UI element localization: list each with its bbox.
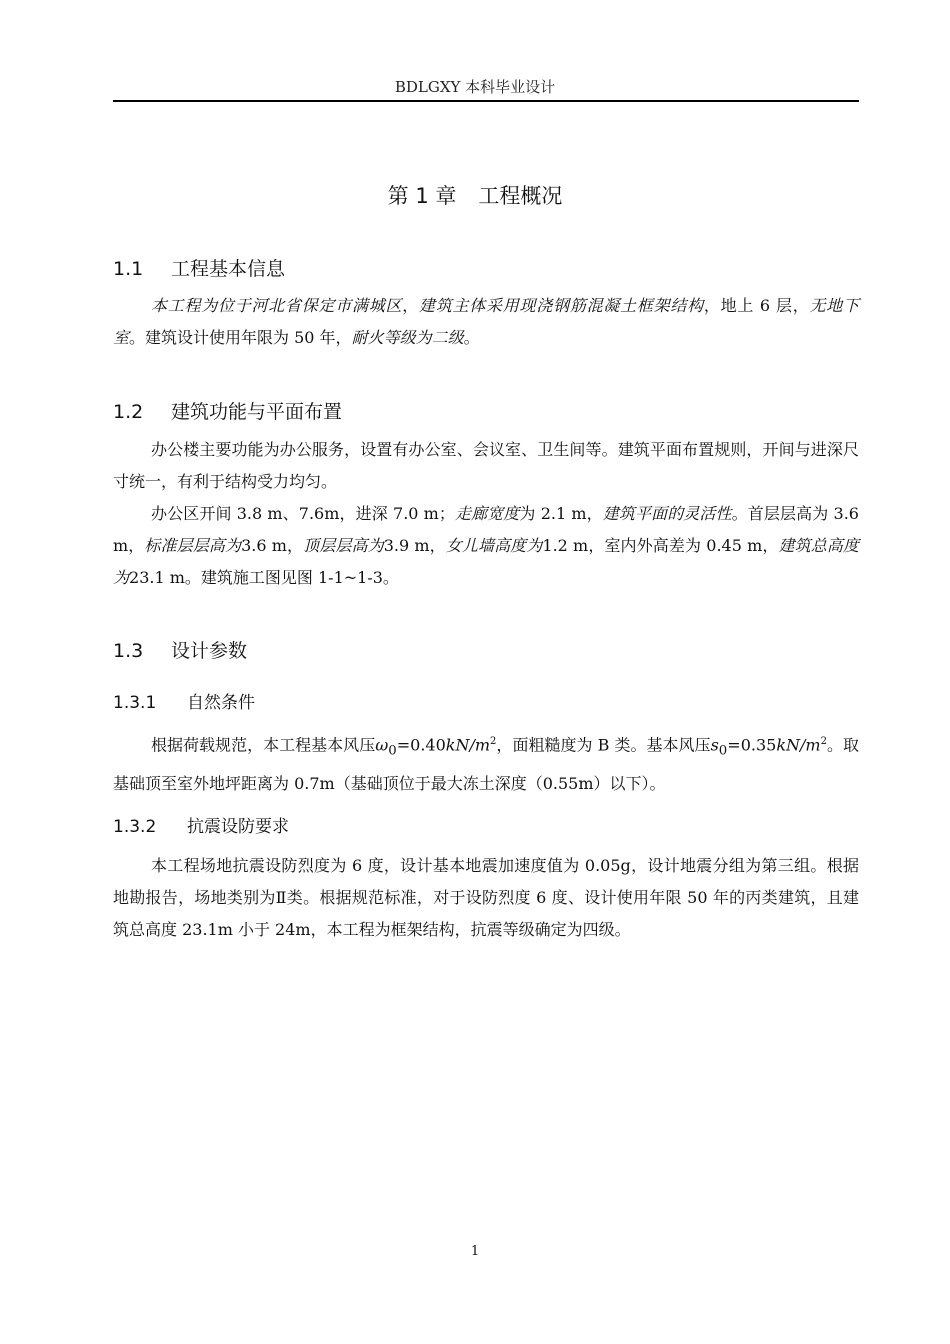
header-rule — [113, 100, 859, 102]
text-run: 。建筑设计使用年限为 50 年， — [129, 328, 352, 347]
superscript: 2 — [490, 736, 497, 747]
page-number: 1 — [470, 1244, 480, 1259]
symbol-omega: ω — [375, 735, 389, 755]
section-number: 1.1 — [113, 258, 144, 280]
section-title: 建筑功能与平面布置 — [171, 401, 343, 423]
italic-phrase: 无地下室 — [113, 296, 859, 347]
italic-phrase: 耐火等级为二级 — [351, 328, 464, 347]
section-title: 工程基本信息 — [171, 258, 286, 280]
text-run: ， — [402, 296, 420, 315]
text-run: 。首层层高为 3.6 m， — [113, 504, 859, 555]
section-heading-1-3 — [113, 636, 247, 663]
text-run: 。取基础顶至室外地坪距离为 0.7m（基础顶位于最大冻土深度（0.55m）以下）。 — [113, 735, 859, 793]
text-run: 3.9 m， — [383, 536, 446, 555]
chapter-title — [0, 180, 950, 210]
paragraph-basic-info — [113, 290, 859, 354]
chapter-name: 工程概况 — [478, 184, 563, 208]
italic-phrase: 顶层层高为 — [303, 536, 384, 555]
paragraph-function: 办公楼主要功能为办公服务，设置有办公室、会议室、卫生间等。建筑平面布置规则，开间与进深尺寸统一，有利于结构受力均匀。 — [113, 440, 859, 491]
text-run: ，地上 6 层， — [703, 296, 810, 315]
italic-phrase: 标准层层高为 — [144, 536, 242, 555]
section-number: 1.2 — [113, 401, 144, 423]
subsection-number: 1.3.2 — [113, 817, 157, 837]
text-run: =0.35 — [727, 735, 777, 755]
italic-phrase: 女儿墙高度为 — [445, 536, 543, 555]
subscript: 0 — [388, 743, 397, 759]
text-run: 1.2 m，室内外高差为 0.45 m， — [542, 536, 779, 555]
paragraph-natural-conditions — [113, 726, 859, 800]
text-run: 办公区开间 3.8 m、7.6m，进深 7.0 m； — [151, 504, 455, 523]
page-header: BDLGXY 本科毕业设计 — [394, 78, 556, 96]
chapter-number: 第 1 章 — [387, 184, 457, 208]
subscript: 0 — [718, 743, 728, 759]
italic-phrase: 建筑主体采用现浇钢筋混凝土框架结构 — [419, 296, 704, 315]
italic-phrase: 建筑总高度为 — [113, 536, 859, 587]
paragraph-seismic: 本工程场地抗震设防烈度为 6 度，设计基本地震加速度值为 0.05g，设计地震分组为第三组。根据地勘报告，场地类别为Ⅱ类。根据规范标准，对于设防烈度 6 度、设计使用年限 50 年的丙类建筑，且建筑总高度 23.1m 小于 24m，本工程为框架结构，抗震等级确定为四级。 — [113, 856, 859, 939]
text-run: =0.40 — [396, 735, 446, 755]
italic-phrase: 走廊宽度 — [454, 504, 520, 523]
subsection-title: 抗震设防要求 — [187, 817, 289, 837]
unit: kN/m — [776, 735, 821, 755]
subsection-number: 1.3.1 — [113, 693, 157, 713]
text-run: ，面粗糙度为 B 类。基本风压 — [496, 735, 711, 755]
text-run: 。 — [463, 328, 480, 347]
paragraph-layout — [113, 498, 859, 594]
unit: kN/m — [445, 735, 491, 755]
section-heading-1-1 — [113, 254, 285, 281]
section-title: 设计参数 — [171, 640, 248, 662]
section-heading-1-2 — [113, 397, 342, 424]
text-run: 为 2.1 m， — [519, 504, 603, 523]
subsection-heading-1-3-2 — [113, 812, 289, 837]
subsection-heading-1-3-1 — [113, 688, 255, 713]
text-run: 23.1 m。建筑施工图见图 1-1~1-3。 — [129, 568, 399, 587]
section-number: 1.3 — [113, 640, 144, 662]
italic-phrase: 本工程为位于河北省保定市满城区 — [151, 296, 403, 315]
italic-phrase: 建筑平面的灵活性 — [602, 504, 732, 523]
superscript: 2 — [820, 736, 827, 747]
symbol-s: s — [710, 735, 719, 755]
subsection-title: 自然条件 — [187, 693, 255, 713]
text-run: 根据荷载规范，本工程基本风压 — [151, 735, 376, 755]
text-run: 3.6 m， — [241, 536, 304, 555]
